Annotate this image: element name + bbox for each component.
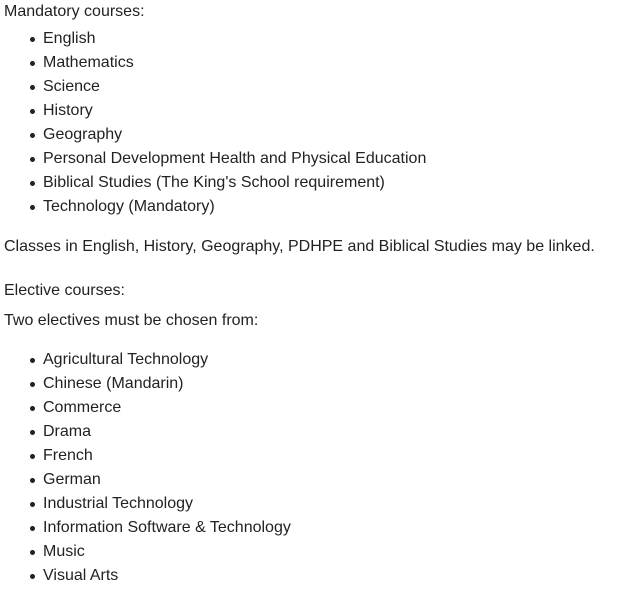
elective-courses-heading: Elective courses: (4, 282, 125, 299)
course-name: Science (43, 78, 100, 95)
list-item (4, 492, 623, 516)
bullet-icon (30, 382, 35, 387)
elective-courses-intro: Two electives must be chosen from: (4, 312, 259, 329)
bullet-icon (30, 406, 35, 411)
course-name: English (43, 30, 96, 47)
mandatory-courses-heading: Mandatory courses: (4, 3, 145, 20)
mandatory-courses-list (4, 27, 623, 219)
course-list-document (4, 0, 623, 588)
course-name: Music (43, 543, 85, 560)
bullet-icon (30, 133, 35, 138)
list-item (4, 195, 623, 219)
course-name: Drama (43, 423, 92, 440)
bullet-icon (30, 478, 35, 483)
course-name: History (43, 102, 93, 119)
bullet-icon (30, 85, 35, 90)
list-item (4, 396, 623, 420)
course-name: Personal Development Health and Physical Education (43, 150, 427, 167)
course-name: Biblical Studies (The King's School requirement) (43, 174, 385, 191)
linked-classes-note: Classes in English, History, Geography, PDHPE and Biblical Studies may be linked. (4, 238, 595, 255)
bullet-icon (30, 526, 35, 531)
list-item (4, 516, 623, 540)
course-name: Geography (43, 126, 123, 143)
bullet-icon (30, 358, 35, 363)
list-item (4, 147, 623, 171)
elective-courses-list (4, 348, 623, 588)
list-item (4, 51, 623, 75)
list-item (4, 348, 623, 372)
list-item (4, 444, 623, 468)
course-name: Commerce (43, 399, 122, 416)
list-item (4, 564, 623, 588)
bullet-icon (30, 430, 35, 435)
bullet-icon (30, 574, 35, 579)
course-name: Chinese (Mandarin) (43, 375, 184, 392)
bullet-icon (30, 37, 35, 42)
course-name: Mathematics (43, 54, 134, 71)
bullet-icon (30, 109, 35, 114)
list-item (4, 123, 623, 147)
course-name: French (43, 447, 93, 464)
bullet-icon (30, 181, 35, 186)
course-name: Industrial Technology (43, 495, 194, 512)
course-name: German (43, 471, 101, 488)
list-item (4, 27, 623, 51)
list-item (4, 540, 623, 564)
bullet-icon (30, 550, 35, 555)
list-item (4, 372, 623, 396)
list-item (4, 75, 623, 99)
course-name: Visual Arts (43, 567, 119, 584)
bullet-icon (30, 157, 35, 162)
course-name: Agricultural Technology (43, 351, 209, 368)
list-item (4, 99, 623, 123)
bullet-icon (30, 454, 35, 459)
bullet-icon (30, 61, 35, 66)
bullet-icon (30, 205, 35, 210)
course-name: Information Software & Technology (43, 519, 291, 536)
bullet-icon (30, 502, 35, 507)
list-item (4, 420, 623, 444)
course-name: Technology (Mandatory) (43, 198, 215, 215)
list-item (4, 468, 623, 492)
list-item (4, 171, 623, 195)
